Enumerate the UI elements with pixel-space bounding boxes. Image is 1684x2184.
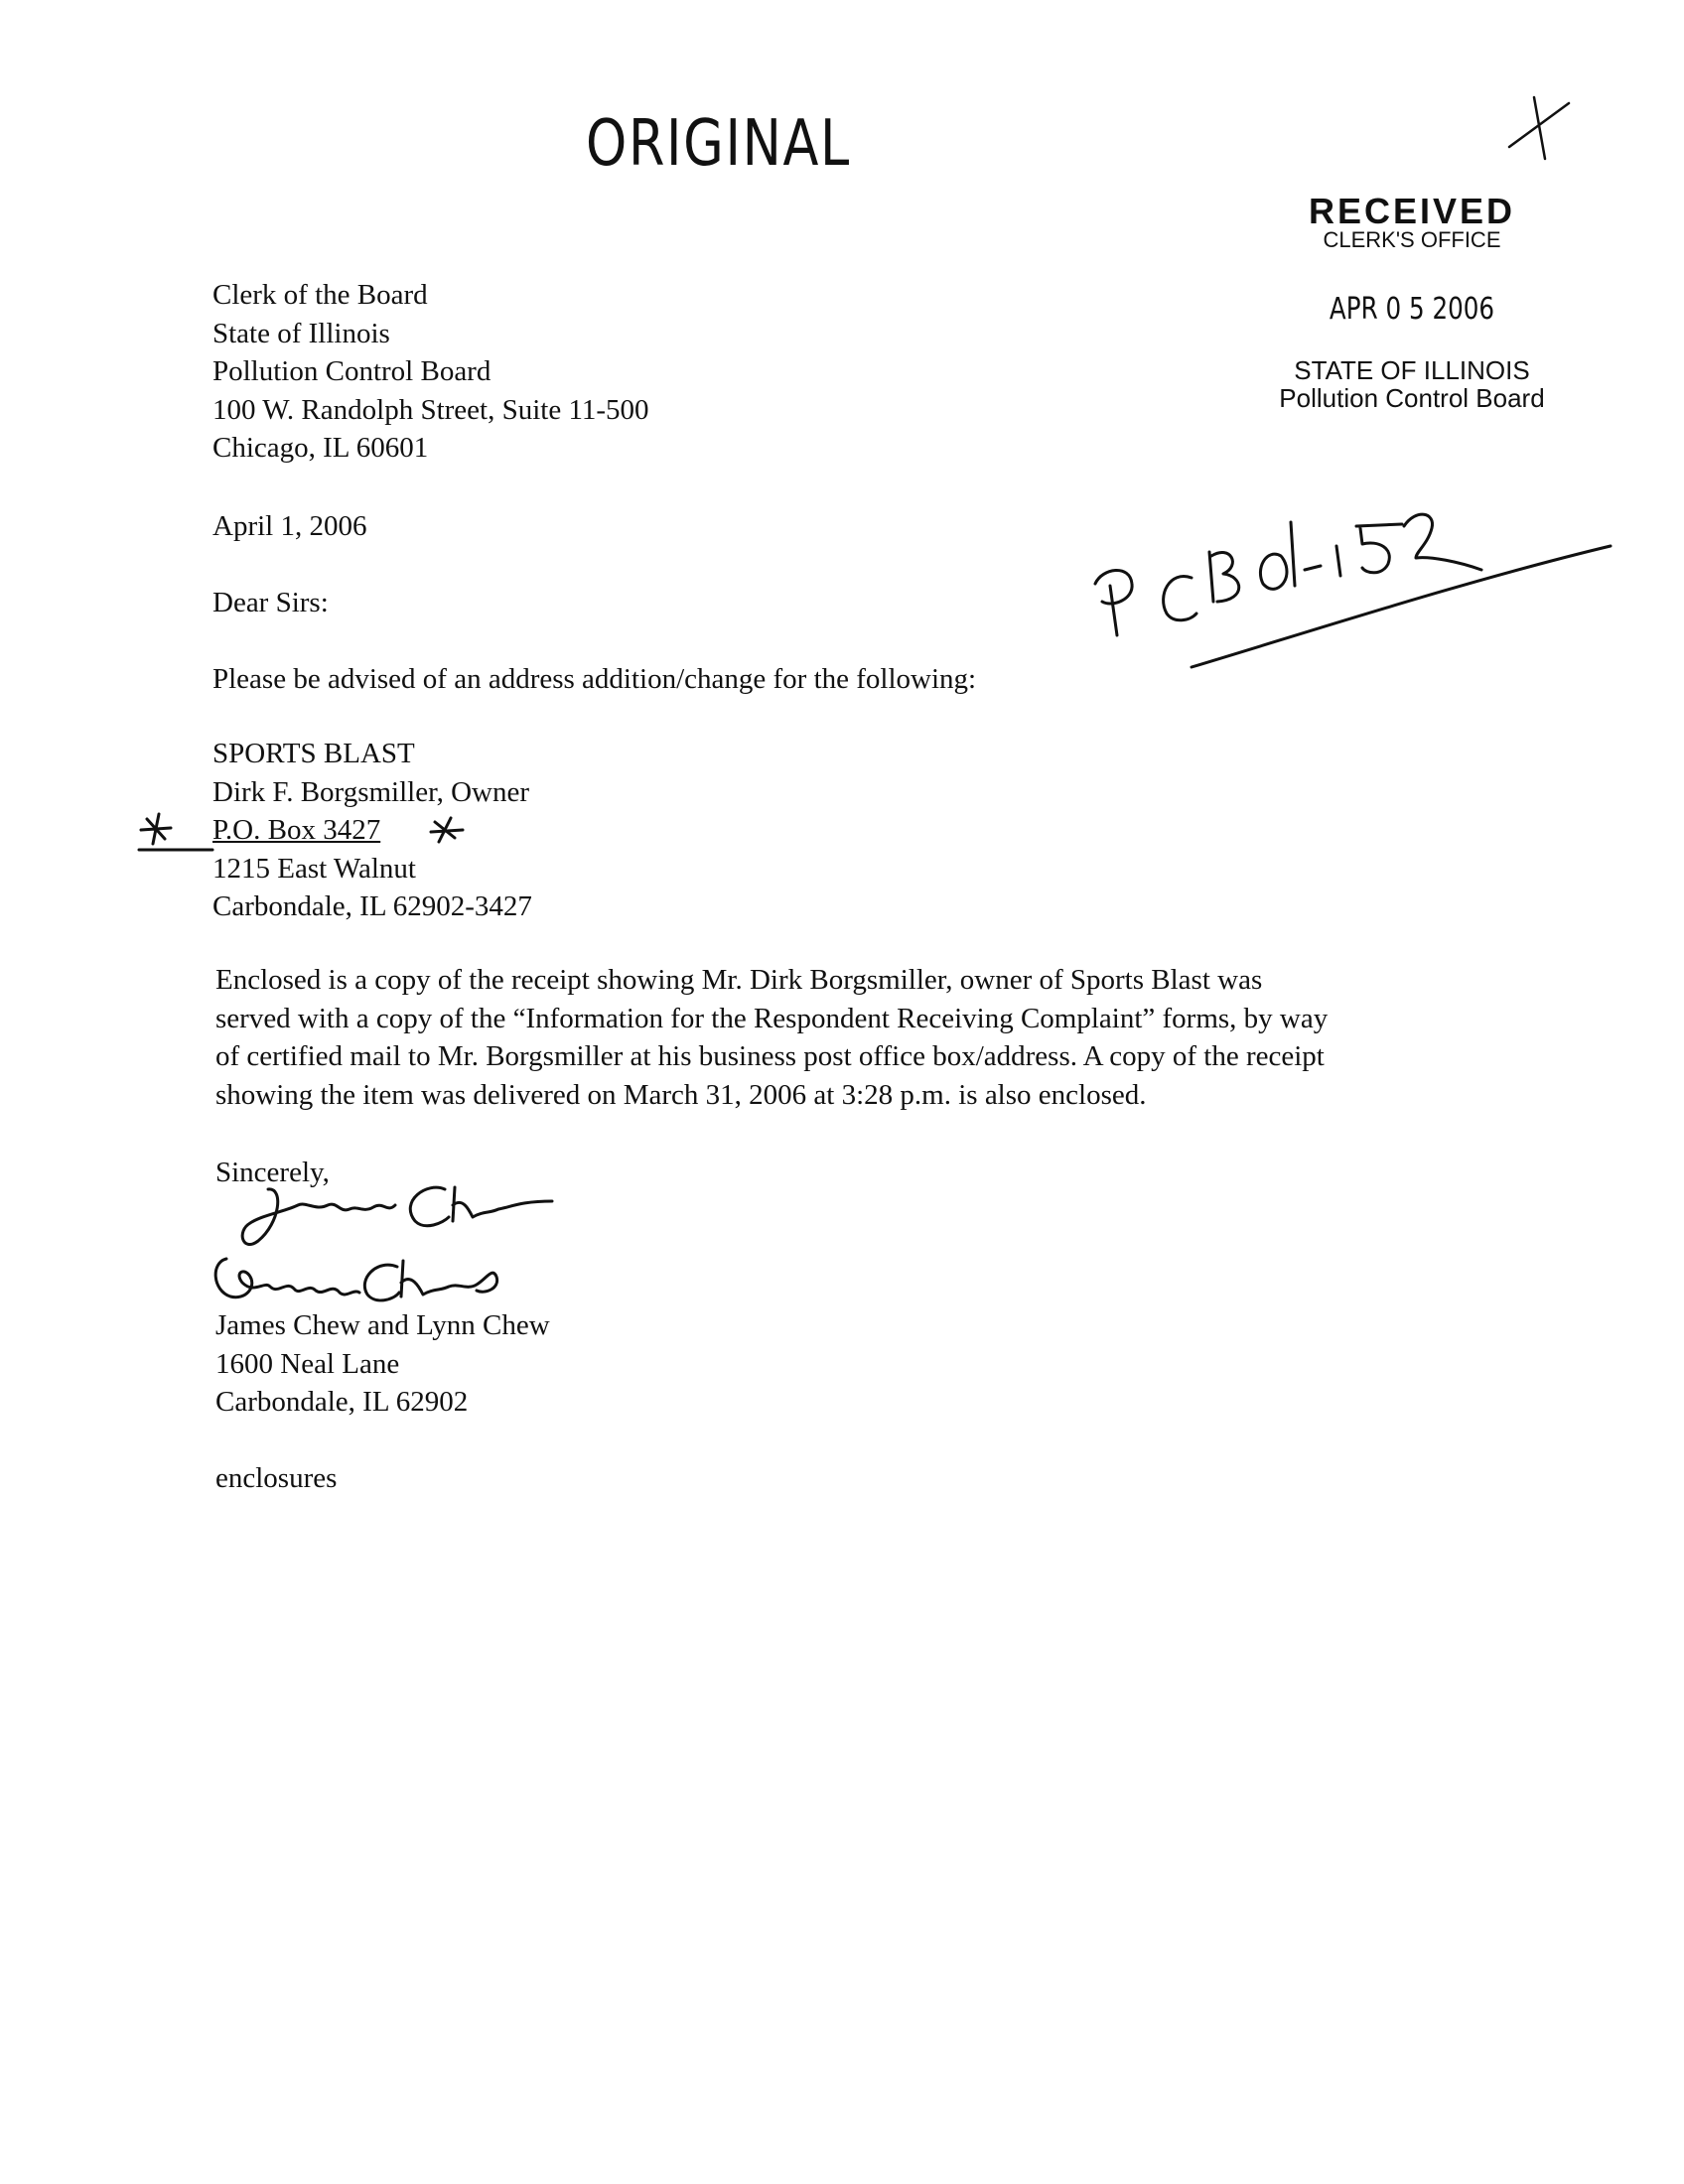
received-stamp-office: CLERK'S OFFICE: [1323, 227, 1501, 252]
corner-x-mark: [1509, 97, 1569, 159]
address-line-po-box: P.O. Box 3427: [212, 814, 381, 846]
sender-line: James Chew and Lynn Chew: [215, 1309, 550, 1341]
address-line: Dirk F. Borgsmiller, Owner: [212, 775, 529, 808]
sender-line: Carbondale, IL 62902: [215, 1386, 469, 1418]
body-paragraph: [215, 961, 1506, 1114]
received-stamp-board: Pollution Control Board: [1279, 383, 1545, 413]
letter-date: April 1, 2006: [212, 510, 367, 542]
salutation: Dear Sirs:: [212, 587, 329, 618]
received-stamp: [1223, 191, 1601, 413]
business-address: [212, 735, 532, 926]
sender-address: [215, 1306, 550, 1422]
signature-james-chew: [242, 1187, 552, 1245]
closing: Sincerely,: [215, 1157, 330, 1188]
address-line: 1215 East Walnut: [212, 852, 416, 885]
original-stamp: ORIGINAL: [586, 107, 851, 181]
recipient-line: Pollution Control Board: [212, 355, 491, 387]
body-line: of certified mail to Mr. Borgsmiller at his business post office box/address. A copy of the receipt: [215, 1040, 1325, 1072]
address-line: Carbondale, IL 62902-3427: [212, 890, 532, 922]
received-stamp-title: RECEIVED: [1308, 191, 1516, 231]
body-line: served with a copy of the “Information for the Respondent Receiving Complaint” forms, by way: [215, 1002, 1329, 1034]
intro-sentence: Please be advised of an address addition/change for the following:: [212, 663, 977, 695]
recipient-line: Clerk of the Board: [212, 279, 428, 311]
recipient-address: [212, 276, 649, 468]
address-line: SPORTS BLAST: [212, 738, 415, 769]
enclosures-note: enclosures: [215, 1462, 338, 1494]
recipient-line: 100 W. Randolph Street, Suite 11-500: [212, 393, 649, 426]
body-line: showing the item was delivered on March 31, 2006 at 3:28 p.m. is also enclosed.: [215, 1078, 1147, 1111]
recipient-line: Chicago, IL 60601: [212, 432, 429, 464]
recipient-line: State of Illinois: [212, 317, 390, 349]
received-stamp-date: APR 0 5 2006: [1329, 292, 1495, 327]
sender-line: 1600 Neal Lane: [215, 1347, 400, 1380]
body-line: Enclosed is a copy of the receipt showing Mr. Dirk Borgsmiller, owner of Sports Blast was: [215, 964, 1263, 996]
received-stamp-state: STATE OF ILLINOIS: [1294, 355, 1530, 385]
signature-lynn-chew: [215, 1259, 496, 1300]
case-number-handwriting: [1095, 514, 1611, 667]
